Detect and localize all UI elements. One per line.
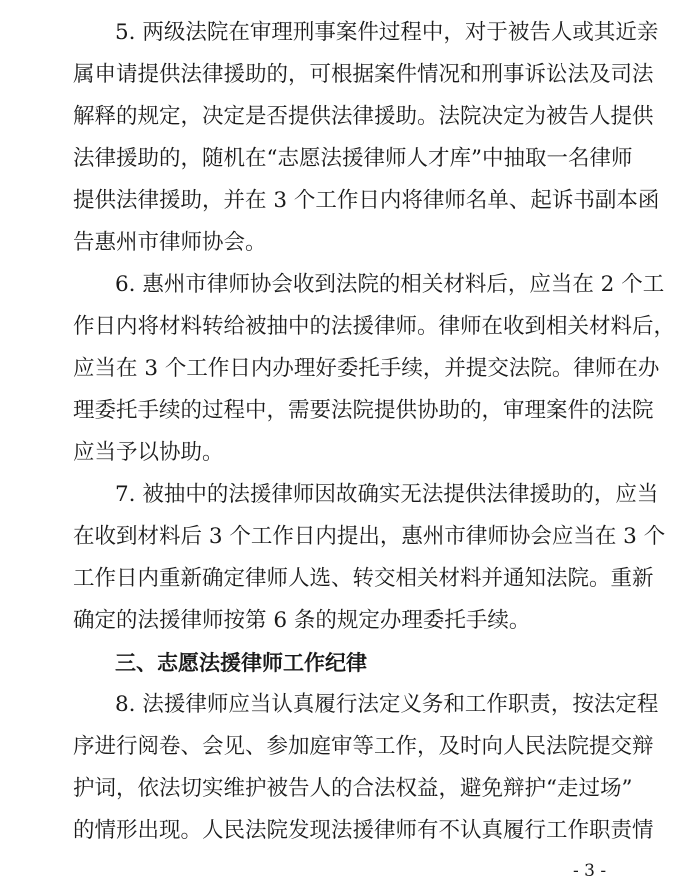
paragraph-5-line-6: 告惠州市律师协会。 xyxy=(73,230,267,255)
paragraph-7-line-3: 工作日内重新确定律师人选、转交相关材料并通知法院。重新 xyxy=(73,566,654,591)
paragraph-7-line-4: 确定的法援律师按第 6 条的规定办理委托手续。 xyxy=(73,608,531,633)
paragraph-5-line-2: 属申请提供法律援助的，可根据案件情况和刑事诉讼法及司法 xyxy=(73,62,654,87)
paragraph-5-line-5: 提供法律援助，并在 3 个工作日内将律师名单、起诉书副本函 xyxy=(73,188,660,213)
paragraph-5-line-4: 法律援助的，随机在“志愿法援律师人才库”中抽取一名律师 xyxy=(73,146,633,171)
paragraph-6-line-4: 理委托手续的过程中，需要法院提供协助的，审理案件的法院 xyxy=(73,398,654,423)
paragraph-6-line-5: 应当予以协助。 xyxy=(73,440,224,465)
paragraph-6-line-1: 6. 惠州市律师协会收到法院的相关材料后，应当在 2 个工 xyxy=(115,272,665,297)
paragraph-6-line-2: 作日内将材料转给被抽中的法援律师。律师在收到相关材料后， xyxy=(73,314,675,339)
section-heading: 三、志愿法援律师工作纪律 xyxy=(115,651,367,675)
paragraph-8-line-1: 8. 法援律师应当认真履行法定义务和工作职责，按法定程 xyxy=(115,692,659,717)
paragraph-8-line-3: 护词，依法切实维护被告人的合法权益，避免辩护“走过场” xyxy=(73,776,633,801)
paragraph-5-line-1: 5. 两级法院在审理刑事案件过程中，对于被告人或其近亲 xyxy=(115,20,659,45)
paragraph-8-line-4: 的情形出现。人民法院发现法援律师有不认真履行工作职责情 xyxy=(73,818,654,843)
paragraph-5-line-3: 解释的规定，决定是否提供法律援助。法院决定为被告人提供 xyxy=(73,104,654,129)
paragraph-7-line-1: 7. 被抽中的法援律师因故确实无法提供法律援助的，应当 xyxy=(115,482,659,507)
paragraph-6-line-3: 应当在 3 个工作日内办理好委托手续，并提交法院。律师在办 xyxy=(73,356,660,381)
page-number: - 3 - xyxy=(573,861,607,881)
paragraph-7-line-2: 在收到材料后 3 个工作日内提出，惠州市律师协会应当在 3 个 xyxy=(73,524,666,549)
paragraph-8-line-2: 序进行阅卷、会见、参加庭审等工作，及时向人民法院提交辩 xyxy=(73,734,654,759)
